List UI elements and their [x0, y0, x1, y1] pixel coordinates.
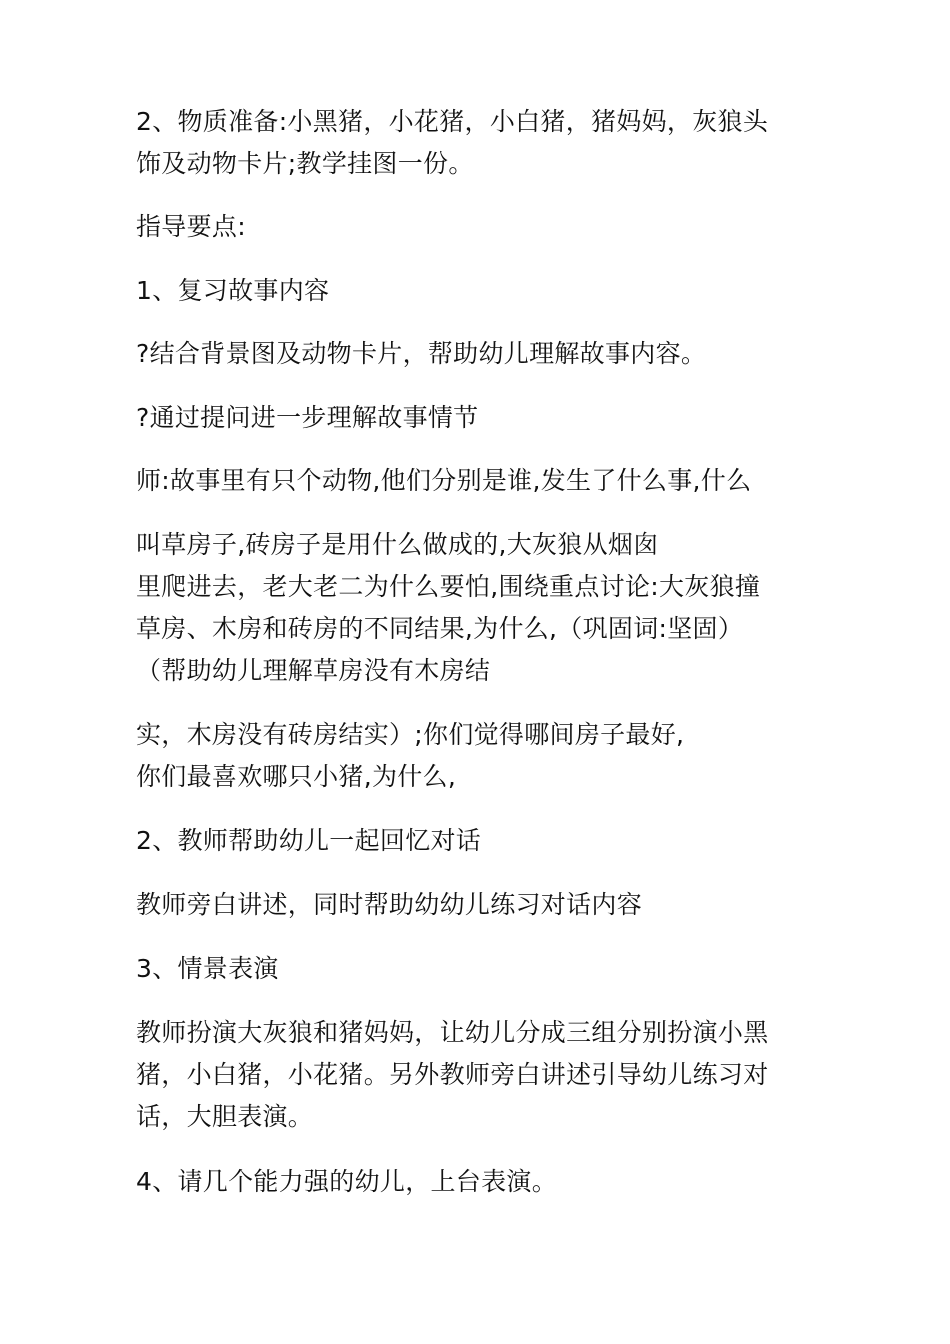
- text-line-teacher-question-cont-4: （帮助幼儿理解草房没有木房结: [136, 656, 491, 685]
- text-line-role-play-cont-2: 话，大胆表演。: [136, 1102, 314, 1131]
- text-line-narration: 教师旁白讲述，同时帮助幼幼儿练习对话内容: [136, 890, 643, 919]
- text-line-material-prep: 2、物质准备:小黑猪，小花猪，小白猪，猪妈妈，灰狼头: [136, 107, 769, 136]
- text-line-role-play-cont-1: 猪，小白猪，小花猪。另外教师旁白讲述引导幼儿练习对: [136, 1060, 769, 1089]
- text-line-teacher-question-cont-6: 你们最喜欢哪只小猪,为什么,: [136, 762, 457, 791]
- text-line-material-prep-cont: 饰及动物卡片;教学挂图一份。: [136, 149, 474, 178]
- text-line-bullet-background: ?结合背景图及动物卡片，帮助幼儿理解故事内容。: [136, 339, 707, 368]
- text-line-teacher-question: 师:故事里有只个动物,他们分别是谁,发生了什么事,什么: [136, 466, 752, 495]
- step-heading-review-story: 1、复习故事内容: [136, 276, 330, 305]
- text-line-teacher-question-cont-5: 实，木房没有砖房结实）;你们觉得哪间房子最好,: [136, 720, 685, 749]
- section-heading-guidance: 指导要点:: [136, 212, 246, 241]
- text-line-role-play: 教师扮演大灰狼和猪妈妈，让幼儿分成三组分别扮演小黑: [136, 1018, 769, 1047]
- text-line-bullet-questions: ?通过提问进一步理解故事情节: [136, 403, 479, 432]
- text-line-teacher-question-cont-3: 草房、木房和砖房的不同结果,为什么,（巩固词:坚固）: [136, 614, 744, 643]
- step-heading-role-play: 3、情景表演: [136, 954, 279, 983]
- step-heading-recall-dialogue: 2、教师帮助幼儿一起回忆对话: [136, 826, 482, 855]
- text-line-teacher-question-cont-2: 里爬进去，老大老二为什么要怕,围绕重点讨论:大灰狼撞: [136, 572, 761, 601]
- text-line-teacher-question-cont-1: 叫草房子,砖房子是用什么做成的,大灰狼从烟囱: [136, 530, 659, 559]
- step-heading-perform: 4、请几个能力强的幼儿，上台表演。: [136, 1167, 558, 1196]
